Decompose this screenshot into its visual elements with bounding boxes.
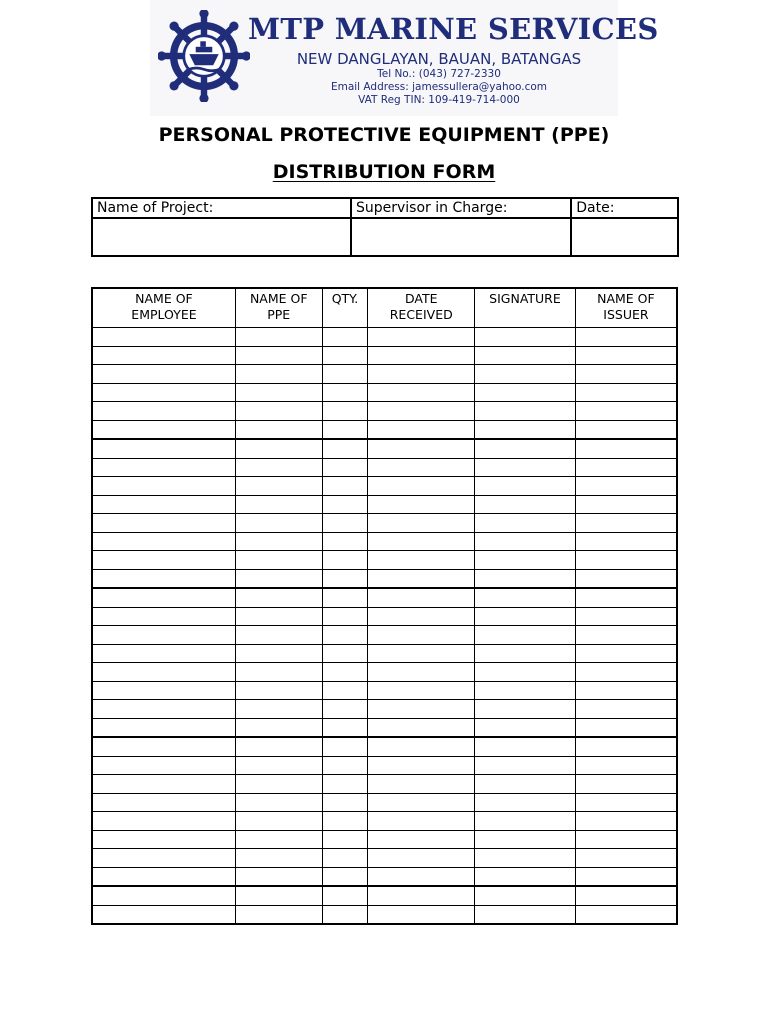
table-cell[interactable] bbox=[575, 867, 677, 886]
table-cell[interactable] bbox=[92, 532, 235, 551]
column-header: NAME OF ISSUER bbox=[575, 288, 677, 328]
table-cell[interactable] bbox=[475, 439, 576, 458]
table-cell[interactable] bbox=[322, 626, 368, 645]
table-cell[interactable] bbox=[92, 681, 235, 700]
table-cell[interactable] bbox=[92, 867, 235, 886]
company-address: NEW DANGLAYAN, BAUAN, BATANGAS bbox=[296, 50, 582, 68]
table-cell[interactable] bbox=[368, 867, 475, 886]
table-cell[interactable] bbox=[368, 663, 475, 682]
table-row bbox=[92, 867, 677, 886]
table-cell[interactable] bbox=[575, 383, 677, 402]
table-cell[interactable] bbox=[368, 420, 475, 439]
column-header: QTY. bbox=[322, 288, 368, 328]
table-cell[interactable] bbox=[475, 514, 576, 533]
table-cell[interactable] bbox=[92, 737, 235, 756]
table-cell[interactable] bbox=[235, 495, 322, 514]
table-cell[interactable] bbox=[92, 458, 235, 477]
table-cell[interactable] bbox=[475, 756, 576, 775]
table-row bbox=[92, 756, 677, 775]
form-title: PERSONAL PROTECTIVE EQUIPMENT (PPE) bbox=[158, 124, 610, 146]
table-row bbox=[92, 812, 677, 831]
table-cell[interactable] bbox=[575, 477, 677, 496]
table-cell[interactable] bbox=[475, 886, 576, 905]
table-cell[interactable] bbox=[235, 700, 322, 719]
table-cell[interactable] bbox=[368, 626, 475, 645]
project-info-table bbox=[91, 197, 679, 257]
date-field[interactable] bbox=[571, 218, 678, 256]
table-cell[interactable] bbox=[92, 569, 235, 588]
table-cell[interactable] bbox=[368, 644, 475, 663]
table-cell[interactable] bbox=[368, 700, 475, 719]
table-row bbox=[92, 420, 677, 439]
table-cell[interactable] bbox=[235, 775, 322, 794]
table-row bbox=[92, 905, 677, 924]
company-name: MTP MARINE SERVICES bbox=[248, 12, 659, 46]
table-cell[interactable] bbox=[575, 439, 677, 458]
table-cell[interactable] bbox=[475, 867, 576, 886]
table-cell[interactable] bbox=[475, 346, 576, 365]
table-row bbox=[92, 849, 677, 868]
table-cell[interactable] bbox=[322, 830, 368, 849]
table-cell[interactable] bbox=[368, 849, 475, 868]
table-cell[interactable] bbox=[575, 718, 677, 737]
table-cell[interactable] bbox=[92, 756, 235, 775]
table-cell[interactable] bbox=[475, 737, 576, 756]
table-cell[interactable] bbox=[368, 830, 475, 849]
table-cell[interactable] bbox=[575, 849, 677, 868]
table-cell[interactable] bbox=[92, 793, 235, 812]
table-cell[interactable] bbox=[575, 458, 677, 477]
column-header: NAME OF PPE bbox=[235, 288, 322, 328]
table-cell[interactable] bbox=[475, 793, 576, 812]
table-row bbox=[92, 346, 677, 365]
table-cell[interactable] bbox=[475, 663, 576, 682]
table-cell[interactable] bbox=[322, 681, 368, 700]
table-cell[interactable] bbox=[475, 775, 576, 794]
table-cell[interactable] bbox=[322, 402, 368, 421]
table-row bbox=[92, 681, 677, 700]
table-row bbox=[92, 569, 677, 588]
table-cell[interactable] bbox=[368, 439, 475, 458]
table-cell[interactable] bbox=[92, 588, 235, 607]
table-cell[interactable] bbox=[475, 420, 576, 439]
table-cell[interactable] bbox=[368, 775, 475, 794]
table-cell[interactable] bbox=[235, 793, 322, 812]
table-cell[interactable] bbox=[235, 867, 322, 886]
table-row bbox=[92, 439, 677, 458]
table-row bbox=[92, 458, 677, 477]
table-row bbox=[92, 830, 677, 849]
ship-wheel-logo-icon bbox=[158, 10, 250, 102]
table-cell[interactable] bbox=[235, 849, 322, 868]
table-cell[interactable] bbox=[92, 402, 235, 421]
table-cell[interactable] bbox=[575, 830, 677, 849]
table-row bbox=[92, 793, 677, 812]
table-row bbox=[92, 737, 677, 756]
company-tel: Tel No.: (043) 727-2330 bbox=[377, 68, 501, 80]
table-row bbox=[92, 551, 677, 570]
table-cell[interactable] bbox=[368, 905, 475, 924]
table-cell[interactable] bbox=[575, 328, 677, 347]
table-cell[interactable] bbox=[322, 663, 368, 682]
table-cell[interactable] bbox=[575, 663, 677, 682]
table-cell[interactable] bbox=[322, 700, 368, 719]
table-cell[interactable] bbox=[322, 812, 368, 831]
table-cell[interactable] bbox=[322, 793, 368, 812]
table-cell[interactable] bbox=[575, 420, 677, 439]
table-cell[interactable] bbox=[475, 383, 576, 402]
table-cell[interactable] bbox=[575, 346, 677, 365]
table-cell[interactable] bbox=[235, 402, 322, 421]
table-cell[interactable] bbox=[92, 346, 235, 365]
table-cell[interactable] bbox=[475, 402, 576, 421]
table-cell[interactable] bbox=[92, 626, 235, 645]
table-cell[interactable] bbox=[368, 681, 475, 700]
table-cell[interactable] bbox=[575, 532, 677, 551]
table-cell[interactable] bbox=[235, 514, 322, 533]
table-cell[interactable] bbox=[575, 775, 677, 794]
table-cell[interactable] bbox=[322, 420, 368, 439]
table-cell[interactable] bbox=[322, 328, 368, 347]
table-cell[interactable] bbox=[235, 718, 322, 737]
table-cell[interactable] bbox=[235, 607, 322, 626]
table-cell[interactable] bbox=[475, 812, 576, 831]
project-field[interactable] bbox=[92, 218, 351, 256]
table-cell[interactable] bbox=[92, 420, 235, 439]
table-cell[interactable] bbox=[368, 607, 475, 626]
table-cell[interactable] bbox=[92, 718, 235, 737]
table-cell[interactable] bbox=[575, 365, 677, 384]
table-cell[interactable] bbox=[322, 737, 368, 756]
table-cell[interactable] bbox=[368, 737, 475, 756]
supervisor-field[interactable] bbox=[351, 218, 571, 256]
table-row bbox=[92, 514, 677, 533]
table-cell[interactable] bbox=[322, 365, 368, 384]
form-subtitle-text: DISTRIBUTION FORM bbox=[272, 161, 496, 183]
table-row bbox=[92, 328, 677, 347]
table-cell[interactable] bbox=[235, 532, 322, 551]
table-cell[interactable] bbox=[575, 402, 677, 421]
table-cell[interactable] bbox=[475, 849, 576, 868]
table-cell[interactable] bbox=[575, 495, 677, 514]
table-cell[interactable] bbox=[322, 905, 368, 924]
table-cell[interactable] bbox=[475, 681, 576, 700]
table-cell[interactable] bbox=[475, 365, 576, 384]
table-row bbox=[92, 644, 677, 663]
table-cell[interactable] bbox=[235, 830, 322, 849]
table-cell[interactable] bbox=[322, 569, 368, 588]
table-cell[interactable] bbox=[368, 812, 475, 831]
table-cell[interactable] bbox=[322, 551, 368, 570]
table-cell[interactable] bbox=[235, 681, 322, 700]
column-header: SIGNATURE bbox=[475, 288, 576, 328]
supervisor-label: Supervisor in Charge: bbox=[351, 198, 571, 218]
table-cell[interactable] bbox=[475, 700, 576, 719]
table-cell[interactable] bbox=[92, 607, 235, 626]
table-cell[interactable] bbox=[575, 681, 677, 700]
column-header: DATE RECEIVED bbox=[368, 288, 475, 328]
table-cell[interactable] bbox=[322, 532, 368, 551]
table-row bbox=[92, 383, 677, 402]
table-cell[interactable] bbox=[92, 477, 235, 496]
table-cell[interactable] bbox=[475, 477, 576, 496]
table-cell[interactable] bbox=[92, 365, 235, 384]
table-row bbox=[92, 365, 677, 384]
table-cell[interactable] bbox=[368, 477, 475, 496]
table-row bbox=[92, 495, 677, 514]
table-cell[interactable] bbox=[322, 514, 368, 533]
table-cell[interactable] bbox=[322, 477, 368, 496]
table-row bbox=[92, 718, 677, 737]
table-cell[interactable] bbox=[92, 812, 235, 831]
table-cell[interactable] bbox=[475, 569, 576, 588]
table-cell[interactable] bbox=[92, 328, 235, 347]
table-cell[interactable] bbox=[92, 905, 235, 924]
table-cell[interactable] bbox=[322, 756, 368, 775]
table-cell[interactable] bbox=[92, 495, 235, 514]
table-cell[interactable] bbox=[235, 328, 322, 347]
table-cell[interactable] bbox=[475, 588, 576, 607]
distribution-body bbox=[92, 328, 677, 925]
table-cell[interactable] bbox=[92, 439, 235, 458]
table-cell[interactable] bbox=[92, 663, 235, 682]
table-cell[interactable] bbox=[92, 514, 235, 533]
table-cell[interactable] bbox=[322, 346, 368, 365]
table-cell[interactable] bbox=[368, 551, 475, 570]
project-label: Name of Project: bbox=[92, 198, 351, 218]
distribution-header-row bbox=[92, 288, 677, 328]
table-cell[interactable] bbox=[235, 365, 322, 384]
table-cell[interactable] bbox=[575, 793, 677, 812]
table-row bbox=[92, 477, 677, 496]
table-cell[interactable] bbox=[235, 588, 322, 607]
table-cell[interactable] bbox=[235, 886, 322, 905]
table-cell[interactable] bbox=[92, 700, 235, 719]
table-cell[interactable] bbox=[322, 607, 368, 626]
table-cell[interactable] bbox=[235, 439, 322, 458]
table-cell[interactable] bbox=[368, 532, 475, 551]
table-cell[interactable] bbox=[322, 495, 368, 514]
table-cell[interactable] bbox=[368, 495, 475, 514]
column-header: NAME OF EMPLOYEE bbox=[92, 288, 235, 328]
table-cell[interactable] bbox=[575, 737, 677, 756]
table-cell[interactable] bbox=[368, 346, 475, 365]
table-cell[interactable] bbox=[235, 458, 322, 477]
table-cell[interactable] bbox=[92, 849, 235, 868]
table-cell[interactable] bbox=[575, 514, 677, 533]
table-cell[interactable] bbox=[368, 718, 475, 737]
table-cell[interactable] bbox=[475, 905, 576, 924]
table-cell[interactable] bbox=[235, 812, 322, 831]
table-cell[interactable] bbox=[235, 569, 322, 588]
table-cell[interactable] bbox=[92, 886, 235, 905]
table-cell[interactable] bbox=[368, 756, 475, 775]
table-cell[interactable] bbox=[575, 644, 677, 663]
table-cell[interactable] bbox=[322, 849, 368, 868]
table-cell[interactable] bbox=[322, 458, 368, 477]
table-cell[interactable] bbox=[322, 383, 368, 402]
table-cell[interactable] bbox=[368, 402, 475, 421]
table-cell[interactable] bbox=[575, 588, 677, 607]
table-cell[interactable] bbox=[92, 830, 235, 849]
table-cell[interactable] bbox=[92, 775, 235, 794]
company-email: Email Address: jamessullera@yahoo.com bbox=[330, 81, 548, 93]
table-cell[interactable] bbox=[575, 626, 677, 645]
distribution-table bbox=[91, 287, 678, 925]
table-cell[interactable] bbox=[475, 532, 576, 551]
table-cell[interactable] bbox=[575, 569, 677, 588]
table-cell[interactable] bbox=[368, 328, 475, 347]
table-cell[interactable] bbox=[475, 551, 576, 570]
table-cell[interactable] bbox=[322, 439, 368, 458]
table-row bbox=[92, 700, 677, 719]
table-cell[interactable] bbox=[235, 756, 322, 775]
table-row bbox=[92, 886, 677, 905]
company-vat: VAT Reg TIN: 109-419-714-000 bbox=[358, 94, 520, 106]
table-cell[interactable] bbox=[235, 551, 322, 570]
table-cell[interactable] bbox=[92, 644, 235, 663]
table-cell[interactable] bbox=[575, 700, 677, 719]
table-cell[interactable] bbox=[575, 905, 677, 924]
table-cell[interactable] bbox=[475, 644, 576, 663]
table-cell[interactable] bbox=[322, 775, 368, 794]
table-cell[interactable] bbox=[575, 812, 677, 831]
table-cell[interactable] bbox=[368, 793, 475, 812]
table-cell[interactable] bbox=[235, 420, 322, 439]
table-cell[interactable] bbox=[475, 607, 576, 626]
table-cell[interactable] bbox=[368, 514, 475, 533]
table-row bbox=[92, 626, 677, 645]
form-subtitle bbox=[0, 161, 768, 183]
table-cell[interactable] bbox=[575, 607, 677, 626]
table-cell[interactable] bbox=[475, 495, 576, 514]
table-cell[interactable] bbox=[368, 886, 475, 905]
table-cell[interactable] bbox=[575, 551, 677, 570]
table-cell[interactable] bbox=[235, 663, 322, 682]
table-row bbox=[92, 775, 677, 794]
table-cell[interactable] bbox=[235, 626, 322, 645]
table-cell[interactable] bbox=[235, 737, 322, 756]
table-cell[interactable] bbox=[475, 830, 576, 849]
table-cell[interactable] bbox=[322, 644, 368, 663]
table-cell[interactable] bbox=[92, 551, 235, 570]
table-cell[interactable] bbox=[575, 886, 677, 905]
table-cell[interactable] bbox=[475, 626, 576, 645]
table-row bbox=[92, 607, 677, 626]
table-cell[interactable] bbox=[475, 328, 576, 347]
table-cell[interactable] bbox=[322, 588, 368, 607]
table-cell[interactable] bbox=[235, 477, 322, 496]
table-cell[interactable] bbox=[322, 718, 368, 737]
table-row bbox=[92, 663, 677, 682]
table-cell[interactable] bbox=[475, 458, 576, 477]
table-cell[interactable] bbox=[235, 905, 322, 924]
table-cell[interactable] bbox=[235, 383, 322, 402]
table-cell[interactable] bbox=[235, 346, 322, 365]
table-cell[interactable] bbox=[235, 644, 322, 663]
table-cell[interactable] bbox=[322, 867, 368, 886]
table-cell[interactable] bbox=[322, 886, 368, 905]
table-row bbox=[92, 588, 677, 607]
table-row bbox=[92, 532, 677, 551]
table-cell[interactable] bbox=[92, 383, 235, 402]
table-cell[interactable] bbox=[575, 756, 677, 775]
table-cell[interactable] bbox=[368, 383, 475, 402]
table-cell[interactable] bbox=[368, 458, 475, 477]
table-cell[interactable] bbox=[368, 569, 475, 588]
table-cell[interactable] bbox=[475, 718, 576, 737]
date-label: Date: bbox=[571, 198, 678, 218]
table-cell[interactable] bbox=[368, 365, 475, 384]
table-cell[interactable] bbox=[368, 588, 475, 607]
table-row bbox=[92, 402, 677, 421]
